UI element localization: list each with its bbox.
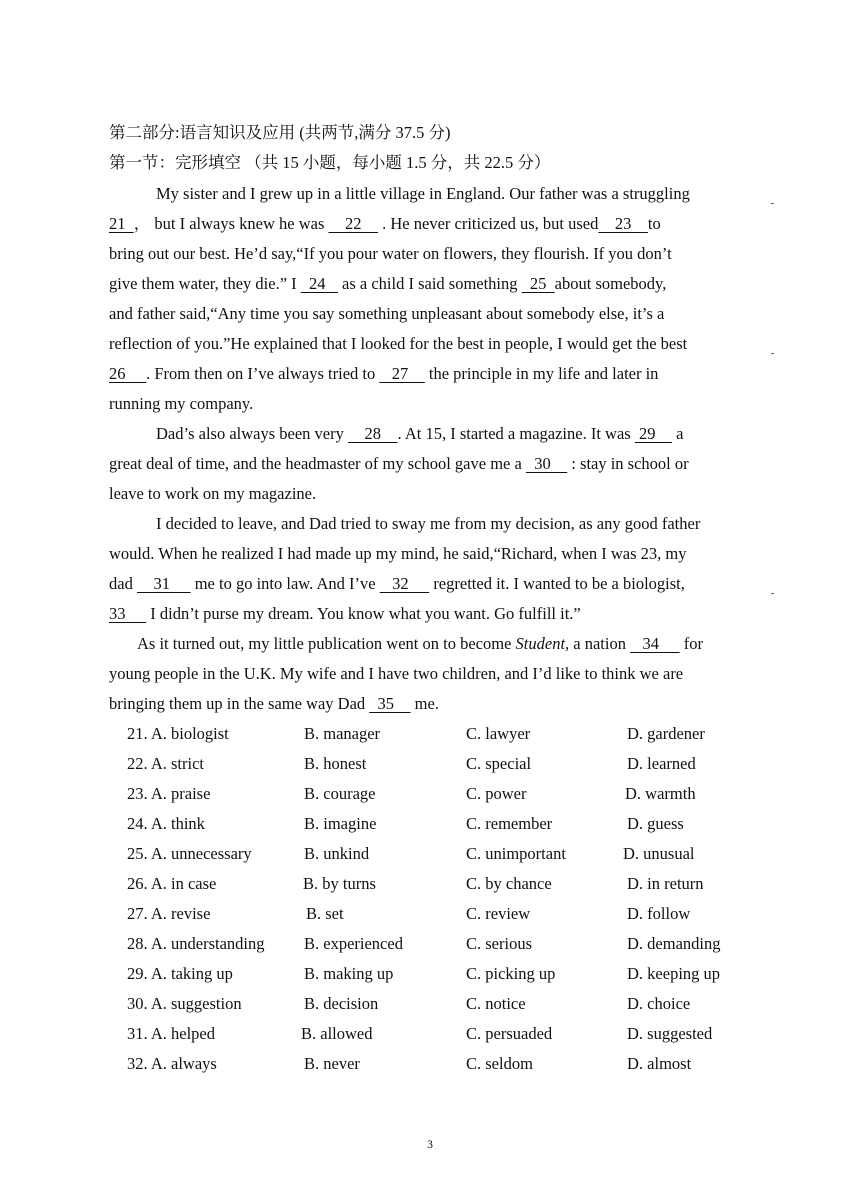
option-d: D. gardener — [627, 724, 705, 743]
option-a: 28. A. understanding — [127, 934, 265, 953]
option-c: C. remember — [466, 814, 553, 833]
option-b: B. by turns — [303, 874, 376, 893]
blank-25: 25 — [521, 274, 555, 293]
passage-line: Dad’s also always been very 28 . At 15, I started a magazine. It was 29 a — [156, 424, 684, 443]
blank-31: 31 — [136, 574, 191, 593]
passage-line: give them water, they die.” I 24 as a child I said something 25 about somebody, — [109, 274, 667, 293]
option-d: D. guess — [627, 814, 684, 833]
margin-mark — [771, 593, 774, 594]
magazine-title: Student, — [515, 634, 570, 653]
option-c: C. persuaded — [466, 1024, 553, 1043]
option-d: D. demanding — [627, 934, 721, 953]
option-a: 23. A. praise — [127, 784, 211, 803]
blank-24: 24 — [300, 274, 338, 293]
option-a: 24. A. think — [127, 814, 205, 833]
option-c: C. special — [466, 754, 532, 773]
option-b: B. making up — [304, 964, 394, 983]
option-a: 30. A. suggestion — [127, 994, 242, 1013]
option-b: B. decision — [304, 994, 379, 1013]
passage-line: running my company. — [109, 394, 254, 413]
passage-line: 26 . From then on I’ve always tried to 27 the principle in my life and later in — [109, 364, 659, 383]
option-d: D. keeping up — [627, 964, 721, 983]
passage-line: 21 ， but I always knew he was 22 . He never criticized us, but used 23 to — [109, 214, 661, 233]
blank-26: 26 — [109, 364, 147, 383]
option-c: C. serious — [466, 934, 532, 953]
blank-35: 35 — [369, 694, 411, 713]
option-b: B. never — [304, 1054, 360, 1073]
passage-line: would. When he realized I had made up my mind, he said,“Richard, when I was 23, my — [109, 544, 687, 563]
option-a: 21. A. biologist — [127, 724, 229, 743]
option-d: D. warmth — [625, 784, 696, 803]
option-d: D. follow — [627, 904, 691, 923]
margin-mark — [771, 203, 774, 204]
passage-line: bring out our best. He’d say,“If you pour water on flowers, they flourish. If you don’t — [109, 244, 672, 263]
option-d: D. choice — [627, 994, 691, 1013]
part-heading: 第二部分:语言知识及应用 (共两节,满分 37.5 分) — [109, 123, 451, 142]
passage-line: leave to work on my magazine. — [109, 484, 317, 503]
passage-line: dad 31 me to go into law. And I’ve 32 regretted it. I wanted to be a biologist, — [109, 574, 685, 593]
option-d: D. almost — [627, 1054, 692, 1073]
option-b: B. imagine — [304, 814, 377, 833]
passage-line: bringing them up in the same way Dad 35 me. — [109, 694, 439, 713]
option-a: 22. A. strict — [127, 754, 204, 773]
blank-34: 34 — [630, 634, 680, 653]
option-b: B. unkind — [304, 844, 370, 863]
option-a: 29. A. taking up — [127, 964, 233, 983]
option-b: B. set — [306, 904, 344, 923]
passage-line: and father said,“Any time you say something unpleasant about somebody else, it’s a — [109, 304, 665, 323]
page-number: 3 — [427, 1137, 433, 1151]
option-b: B. courage — [304, 784, 376, 803]
passage-line: young people in the U.K. My wife and I have two children, and I’d like to think we are — [109, 664, 684, 683]
passage-line: I decided to leave, and Dad tried to sway me from my decision, as any good father — [156, 514, 701, 533]
option-d: D. suggested — [627, 1024, 713, 1043]
blank-27: 27 — [379, 364, 425, 383]
option-c: C. seldom — [466, 1054, 533, 1073]
passage-line: great deal of time, and the headmaster of my school gave me a 30 : stay in school or — [109, 454, 689, 473]
passage-line: 33 I didn’t purse my dream. You know what you want. Go fulfill it.” — [109, 604, 581, 623]
margin-mark — [771, 353, 774, 354]
blank-22: 22 — [328, 214, 378, 233]
option-a: 27. A. revise — [127, 904, 211, 923]
blank-32: 32 — [379, 574, 430, 593]
option-c: C. lawyer — [466, 724, 531, 743]
option-b: B. honest — [304, 754, 367, 773]
option-d: D. learned — [627, 754, 696, 773]
blank-29: 29 — [634, 424, 672, 443]
option-b: B. allowed — [301, 1024, 373, 1043]
blank-28: 28 — [347, 424, 398, 443]
option-d: D. unusual — [623, 844, 695, 863]
option-b: B. experienced — [304, 934, 403, 953]
option-c: C. notice — [466, 994, 526, 1013]
passage-line: As it turned out, my little publication went on to become Student, a nation 34 for — [137, 634, 703, 653]
option-b: B. manager — [304, 724, 381, 743]
passage-line: reflection of you.”He explained that I looked for the best in people, I would get the best — [109, 334, 688, 353]
option-c: C. power — [466, 784, 527, 803]
blank-33: 33 — [109, 604, 147, 623]
option-a: 26. A. in case — [127, 874, 217, 893]
option-d: D. in return — [627, 874, 704, 893]
option-c: C. by chance — [466, 874, 552, 893]
blank-30: 30 — [525, 454, 568, 473]
option-c: C. review — [466, 904, 531, 923]
passage-line: My sister and I grew up in a little village in England. Our father was a struggling — [156, 184, 690, 203]
blank-21: 21 — [109, 214, 134, 233]
option-a: 25. A. unnecessary — [127, 844, 252, 863]
option-c: C. picking up — [466, 964, 556, 983]
option-a: 32. A. always — [127, 1054, 217, 1073]
blank-23: 23 — [598, 214, 648, 233]
option-a: 31. A. helped — [127, 1024, 215, 1043]
option-c: C. unimportant — [466, 844, 566, 863]
section-heading: 第一节：完形填空 （共 15 小题，每小题 1.5 分，共 22.5 分） — [109, 153, 551, 172]
